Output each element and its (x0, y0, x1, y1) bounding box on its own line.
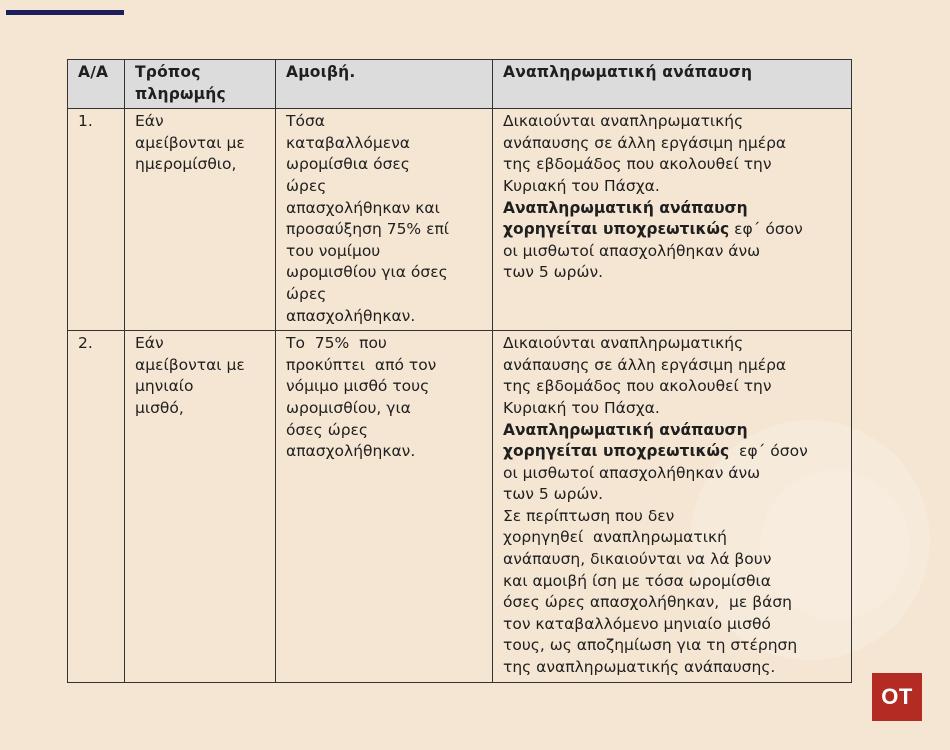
rest-after-bold: εφ΄ όσον (729, 220, 803, 239)
table-row (68, 331, 852, 683)
table-row (68, 109, 852, 331)
rest-line: της εβδομάδος που ακολουθεί την (503, 155, 772, 174)
payment-mode-line: μισθό, (135, 398, 184, 417)
remuneration-line: καταβαλλόμενα (286, 133, 410, 152)
header-payment-mode-line: πληρωμής (135, 84, 226, 103)
payment-mode-cell (125, 331, 276, 683)
remuneration-line: απασχολήθηκαν. (286, 306, 416, 325)
row-number: 1. (68, 109, 125, 331)
remuneration-line: ωρομισθίου, για (286, 398, 411, 417)
rest-mixed-line (503, 219, 843, 241)
rest-line: Κυριακή του Πάσχα. (503, 398, 660, 417)
remuneration-line: νόμιμο μισθό τους (286, 377, 430, 396)
remuneration-cell (276, 331, 493, 683)
header-compensatory-rest: Αναπληρωματική ανάπαυση (493, 60, 852, 109)
rest-bold-line: Αναπληρωματική ανάπαυση (503, 198, 748, 217)
payment-mode-line: Εάν (135, 112, 164, 131)
rest-line: των 5 ωρών. (503, 263, 604, 282)
remuneration-line: του νομίμου (286, 241, 381, 260)
rest-line: Δικαιούνται αναπληρωματικής (503, 334, 744, 353)
rest-bold-line: Αναπληρωματική ανάπαυση (503, 420, 748, 439)
rest-line: Δικαιούνται αναπληρωματικής (503, 112, 744, 131)
remuneration-line: ώρες (286, 176, 327, 195)
ot-logo-badge: ΟΤ (872, 673, 922, 721)
header-aa: Α/Α (68, 60, 125, 109)
rest-extra-line: τους, ως αποζημίωση για τη στέρηση (503, 636, 798, 655)
remuneration-cell (276, 109, 493, 331)
payment-mode-line: αμείβονται με (135, 355, 245, 374)
compensatory-rest-cell (493, 331, 852, 683)
remuneration-line: ώρες (286, 284, 327, 303)
rest-line: οι μισθωτοί απασχολήθηκαν άνω (503, 241, 761, 260)
remuneration-line: ωρομίσθια όσες (286, 155, 410, 174)
rest-extra-line: και αμοιβή ίση με τόσα ωρομίσθια (503, 571, 771, 590)
rest-line: ανάπαυσης σε άλλη εργάσιμη ημέρα (503, 133, 787, 152)
table-header-row (68, 60, 852, 109)
remuneration-line: όσες ώρες (286, 420, 369, 439)
rest-extra-line: τον καταβαλλόμενο μηνιαίο μισθό (503, 614, 771, 633)
payment-mode-line: ημερομίσθιο, (135, 155, 237, 174)
compensatory-rest-cell (493, 109, 852, 331)
rest-line: Κυριακή του Πάσχα. (503, 176, 660, 195)
rest-extra-line: ανάπαυση, δικαιούνται να λά βουν (503, 550, 772, 569)
payment-mode-cell (125, 109, 276, 331)
payment-mode-line: αμείβονται με (135, 133, 245, 152)
rest-line: των 5 ωρών. (503, 485, 604, 504)
rest-extra-line: της αναπληρωματικής ανάπαυσης. (503, 658, 776, 677)
payment-mode-line: μηνιαίο (135, 377, 194, 396)
rest-extra-line: χορηγηθεί αναπληρωματική (503, 528, 727, 547)
rest-extra-line: Σε περίπτωση που δεν (503, 506, 675, 525)
rest-bold-phrase: χορηγείται υποχρεωτικώς (503, 442, 730, 461)
rest-bold-phrase: χορηγείται υποχρεωτικώς (503, 220, 730, 239)
remuneration-line: απασχολήθηκαν. (286, 442, 416, 461)
payment-mode-line: Εάν (135, 334, 164, 353)
rest-line: ανάπαυσης σε άλλη εργάσιμη ημέρα (503, 355, 787, 374)
remuneration-line: Τόσα (286, 112, 325, 131)
header-payment-mode (125, 60, 276, 109)
rest-after-bold: εφ΄ όσον (729, 442, 808, 461)
rest-mixed-line (503, 441, 843, 463)
remuneration-line: απασχολήθηκαν και (286, 198, 440, 217)
rest-line: της εβδομάδος που ακολουθεί την (503, 377, 772, 396)
top-accent-line (6, 10, 124, 15)
rest-extra-line: όσες ώρες απασχολήθηκαν, με βάση (503, 593, 792, 612)
remuneration-line: ωρομισθίου για όσες (286, 263, 448, 282)
header-payment-mode-line: Τρόπος (135, 63, 201, 81)
remuneration-line: προκύπτει από τον (286, 355, 437, 374)
rest-line: οι μισθωτοί απασχολήθηκαν άνω (503, 463, 761, 482)
header-remuneration: Αμοιβή. (276, 60, 493, 109)
remuneration-line: Το 75% που (286, 334, 387, 353)
remuneration-line: προσαύξηση 75% επί (286, 220, 450, 239)
easter-pay-table (67, 59, 852, 683)
row-number: 2. (68, 331, 125, 683)
